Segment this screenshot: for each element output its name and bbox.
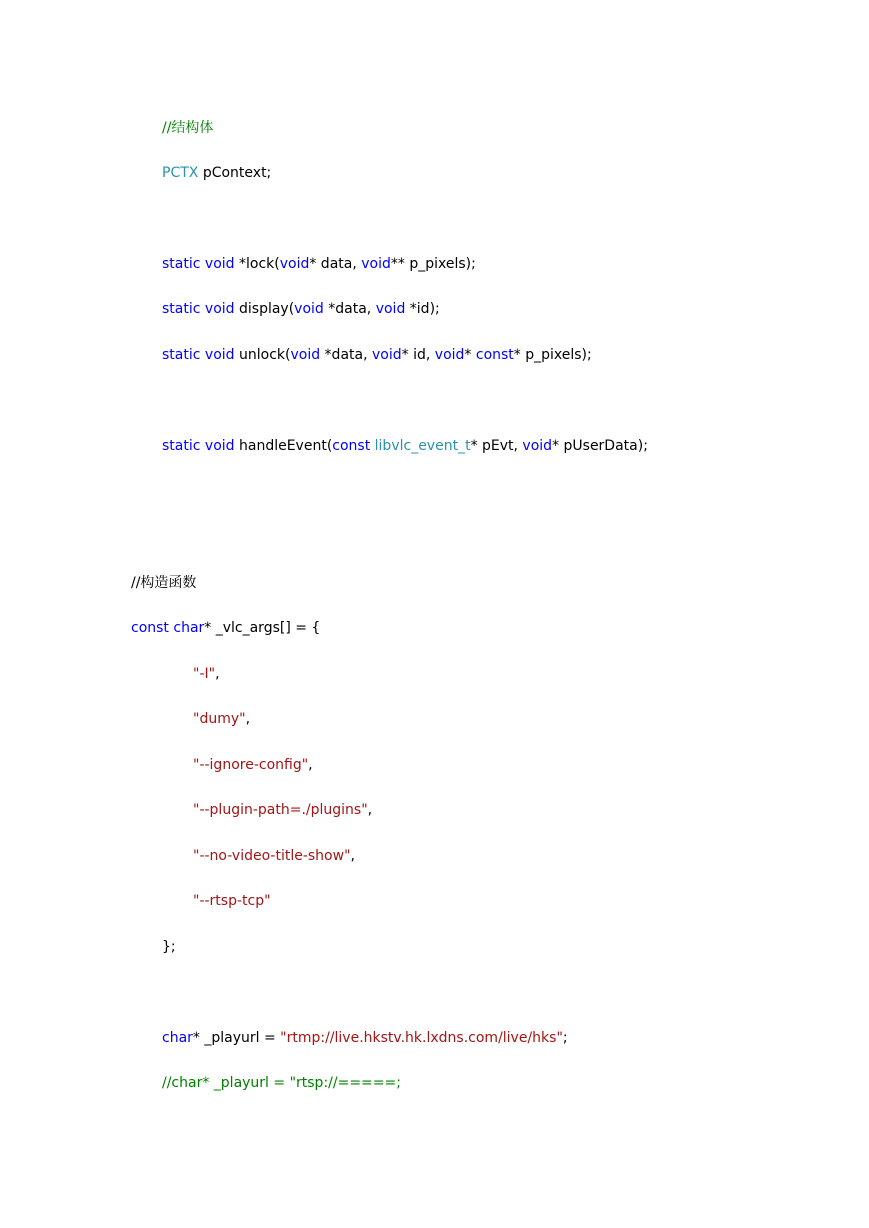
- code-token: *: [464, 347, 476, 363]
- code-token: char: [162, 1030, 193, 1046]
- code-token: void: [375, 301, 406, 317]
- code-token: void: [294, 301, 324, 317]
- code-token: void: [204, 301, 235, 317]
- code-token: "--ignore-config": [193, 757, 309, 773]
- code-token: ,: [245, 711, 251, 727]
- code-token: ,: [215, 666, 220, 682]
- code-line: [162, 300, 440, 318]
- code-token: //构造函数: [131, 575, 197, 591]
- code-token: "--rtsp-tcp": [193, 893, 271, 909]
- code-token: ** p_pixels);: [390, 256, 476, 272]
- code-token: const: [332, 438, 371, 454]
- code-token: "rtmp://live.hkstv.hk.lxdns.com/live/hks": [280, 1030, 563, 1046]
- code-line: [162, 119, 213, 137]
- code-line: [193, 756, 313, 774]
- code-token: * p_pixels);: [513, 347, 592, 363]
- code-token: static: [162, 347, 201, 363]
- code-token: ,: [308, 757, 313, 773]
- code-line: [193, 892, 271, 910]
- code-line: [162, 164, 271, 182]
- code-token: *lock(: [234, 256, 280, 272]
- code-token: void: [290, 347, 321, 363]
- code-token: * data,: [309, 256, 362, 272]
- code-token: void: [204, 347, 235, 363]
- code-line: [162, 255, 476, 273]
- code-line: [193, 665, 220, 683]
- code-line: [193, 710, 250, 728]
- code-token: //char* _playurl = "rtsp://=====;: [162, 1075, 401, 1091]
- code-token: void: [204, 438, 235, 454]
- code-token: * _vlc_args[] = {: [204, 620, 321, 636]
- code-token: ;: [562, 1030, 568, 1046]
- code-line: [131, 574, 196, 592]
- code-token: libvlc_event_t: [374, 438, 471, 454]
- code-token: ,: [350, 848, 355, 864]
- code-token: handleEvent(: [234, 438, 333, 454]
- code-token: pContext;: [198, 165, 272, 181]
- code-token: void: [372, 347, 402, 363]
- code-token: void: [361, 256, 391, 272]
- code-token: "dumy": [193, 711, 246, 727]
- code-token: * pEvt,: [470, 438, 523, 454]
- code-token: char: [173, 620, 205, 636]
- code-token: * id,: [401, 347, 435, 363]
- code-token: const: [131, 620, 169, 636]
- code-line: [162, 346, 592, 364]
- code-token: *data,: [320, 347, 372, 363]
- code-token: "--no-video-title-show": [193, 848, 351, 864]
- code-line: [131, 619, 320, 637]
- code-token: PCTX: [162, 165, 199, 181]
- code-token: * pUserData);: [552, 438, 648, 454]
- code-token: "--plugin-path=./plugins": [193, 802, 368, 818]
- code-token: const: [475, 347, 514, 363]
- code-token: * _playurl =: [192, 1030, 281, 1046]
- code-line: [162, 1029, 568, 1047]
- code-token: display(: [234, 301, 295, 317]
- code-token: void: [204, 256, 235, 272]
- code-token: //结构体: [162, 120, 214, 136]
- code-token: static: [162, 301, 201, 317]
- code-line: [193, 801, 372, 819]
- code-token: unlock(: [234, 347, 291, 363]
- code-line: [162, 1074, 401, 1092]
- code-token: void: [279, 256, 310, 272]
- code-line: [162, 938, 176, 956]
- code-token: static: [162, 438, 201, 454]
- code-token: *data,: [323, 301, 376, 317]
- code-token: "-I": [193, 666, 216, 682]
- code-token: void: [522, 438, 553, 454]
- code-token: };: [162, 939, 176, 955]
- code-token: ,: [367, 802, 373, 818]
- code-token: void: [434, 347, 465, 363]
- code-token: static: [162, 256, 201, 272]
- code-line: [162, 437, 648, 455]
- code-line: [193, 847, 355, 865]
- code-token: *id);: [405, 301, 440, 317]
